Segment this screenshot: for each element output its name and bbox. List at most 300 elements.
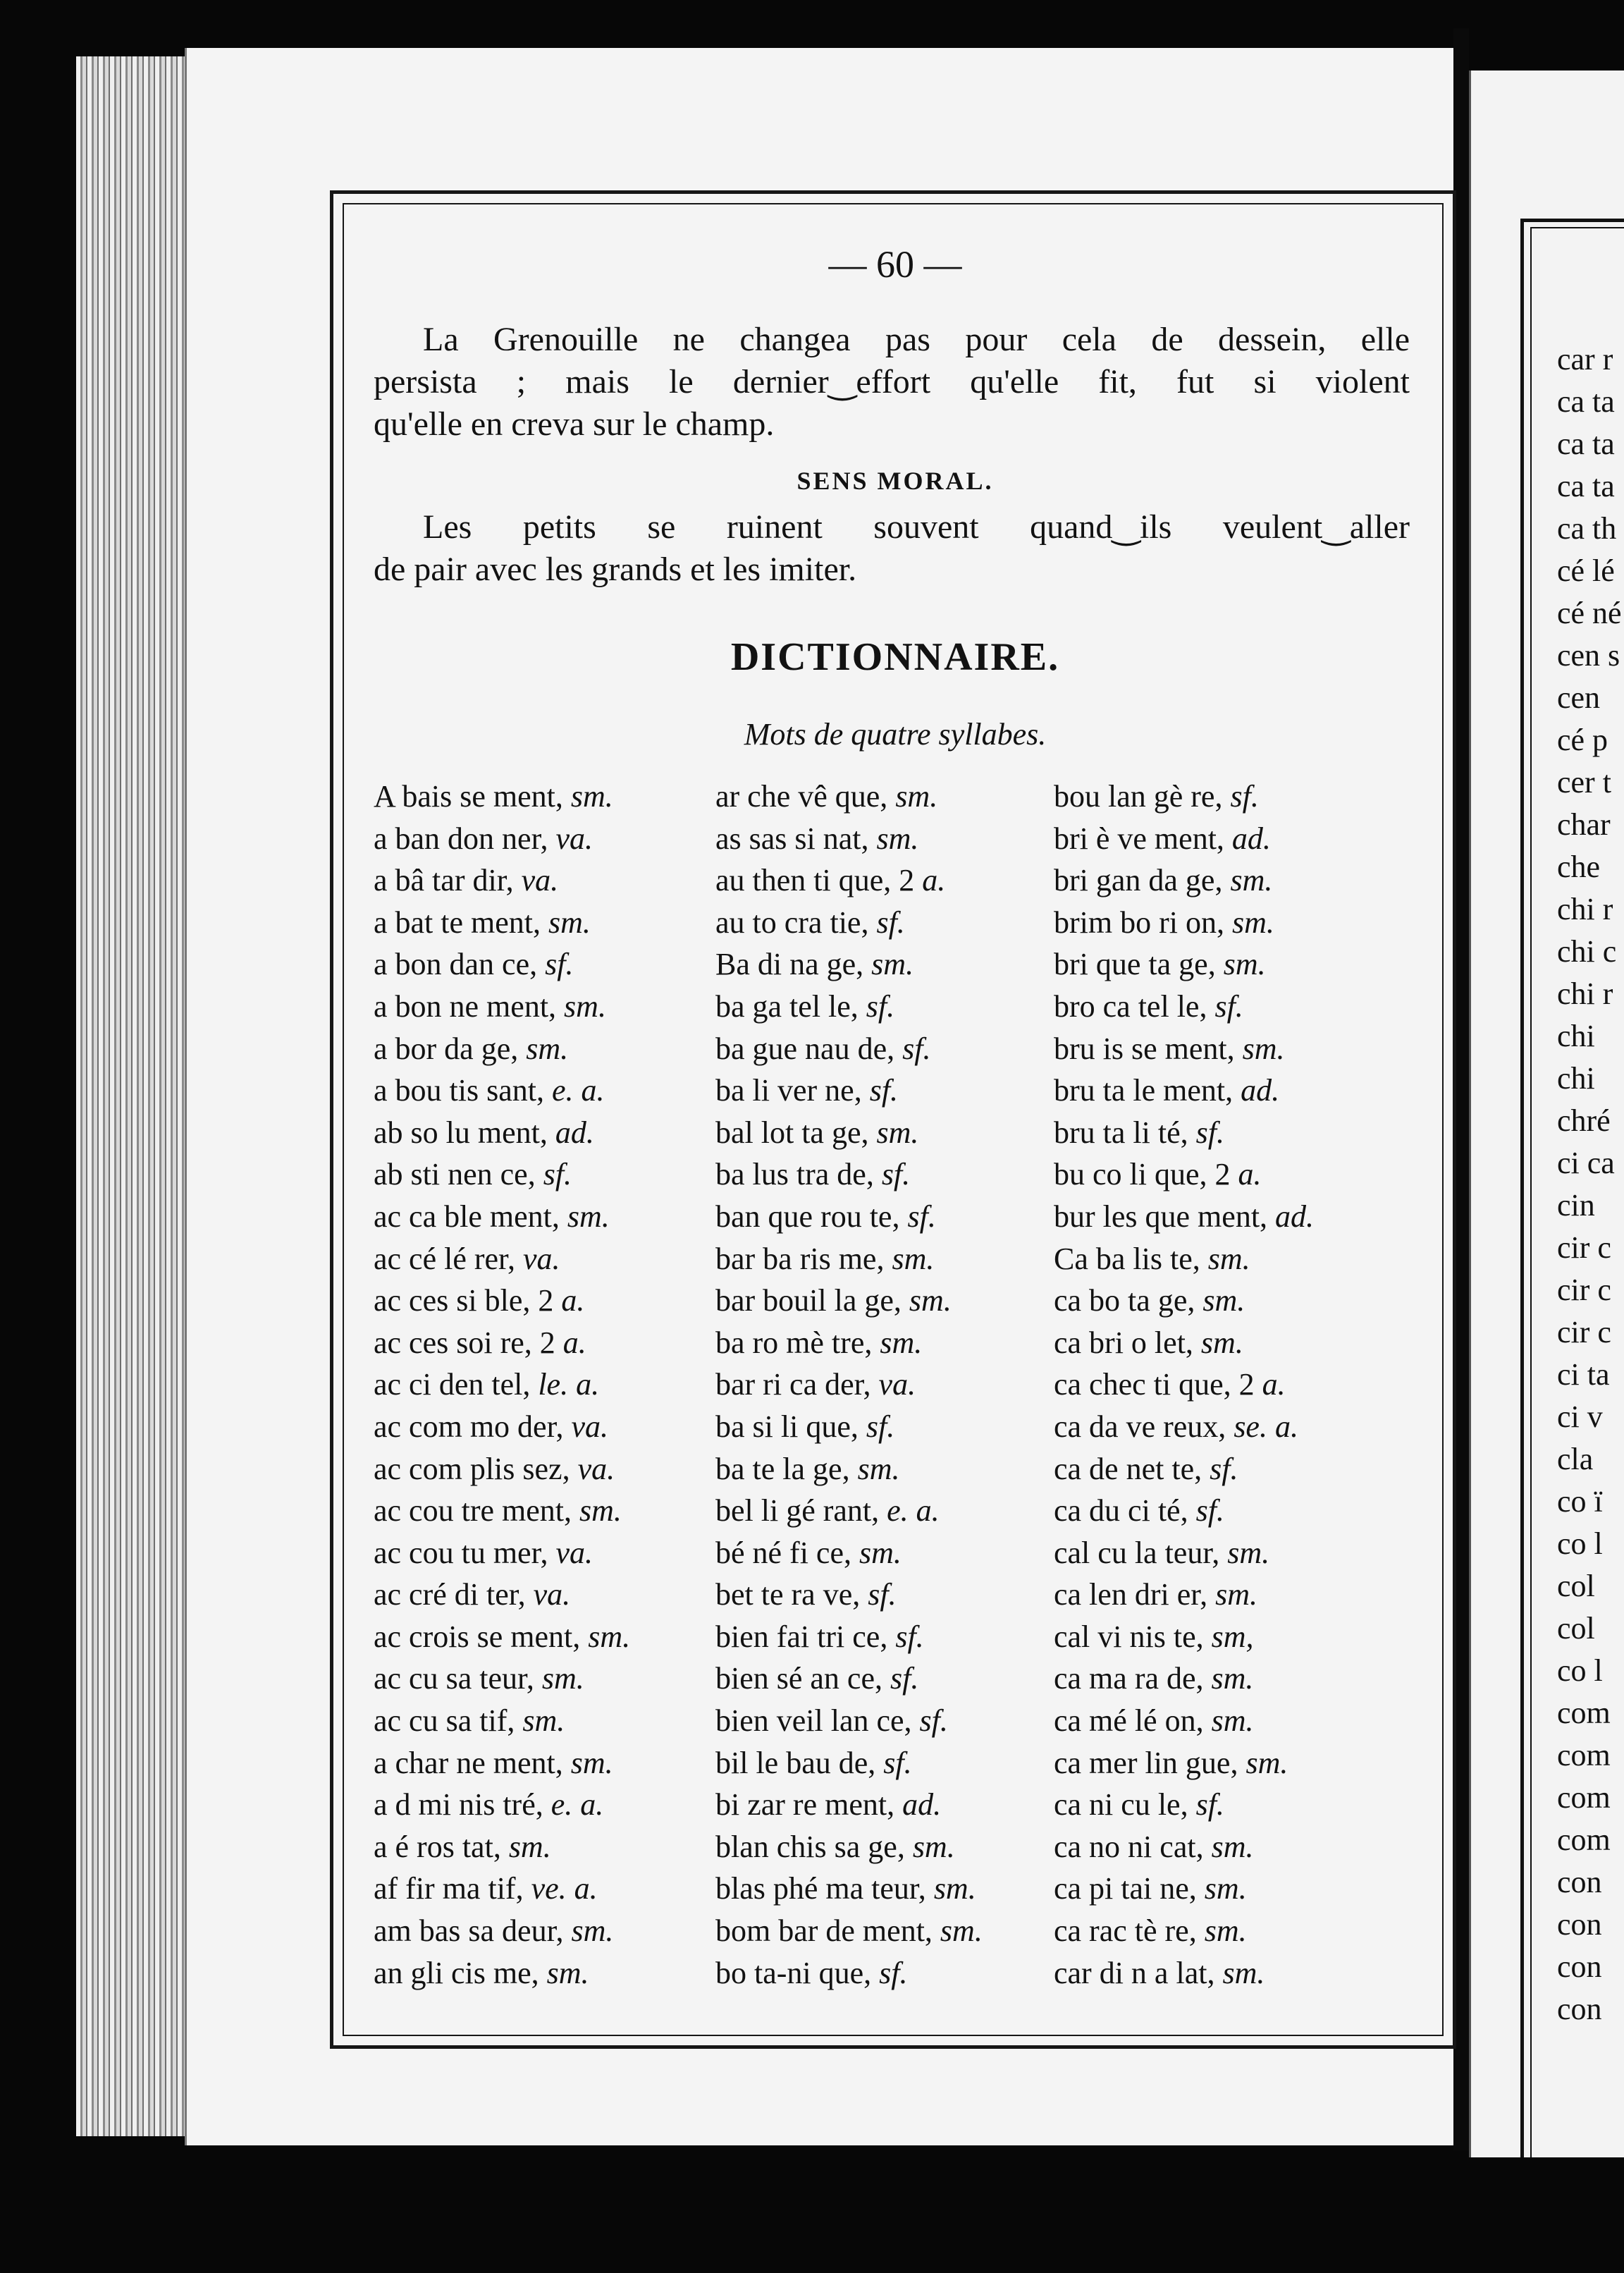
right-page-fragment: cir c — [1557, 1273, 1611, 1307]
entry-grammar: sm. — [1211, 1829, 1254, 1864]
entry-word: brim bo ri on, — [1054, 905, 1224, 940]
dictionary-entry — [374, 1322, 712, 1364]
entry-word: ac crois se ment, — [374, 1619, 581, 1654]
dictionary-entry — [715, 1028, 1054, 1070]
entry-word: a bat te ment, — [374, 905, 541, 940]
entry-grammar: sm. — [912, 1829, 955, 1864]
dictionary-entry — [715, 1153, 1054, 1196]
right-page-fragment: ci v — [1557, 1399, 1603, 1434]
dictionary-entry — [715, 1826, 1054, 1868]
entry-grammar: sm. — [1222, 1955, 1265, 1990]
right-page-column — [1557, 338, 1624, 2030]
dictionary-entry — [374, 1658, 712, 1700]
entry-grammar: le. a. — [538, 1367, 600, 1402]
dictionary-entry — [374, 986, 712, 1028]
entry-word: ca ni cu le, — [1054, 1787, 1188, 1822]
dictionary-entry — [1054, 1574, 1392, 1616]
entry-grammar: sm. — [526, 1031, 569, 1066]
entry-grammar: sm. — [895, 779, 938, 814]
right-page-fragment: con — [1557, 1992, 1602, 2026]
dictionary-entry — [715, 1322, 1054, 1364]
entry-word: Ca ba lis te, — [1054, 1241, 1200, 1276]
dictionary-entry — [1054, 1153, 1392, 1196]
entry-word: a bou tis sant, — [374, 1073, 544, 1108]
section-title: DICTIONNAIRE. — [730, 635, 1060, 679]
entry-word: bur les que ment, — [1054, 1199, 1268, 1234]
moral-line: de pair avec les grands et les imiter. — [374, 551, 857, 588]
dictionary-entry — [374, 1700, 712, 1742]
entry-word: a ban don ner, — [374, 821, 548, 856]
entry-word: bru is se ment, — [1054, 1031, 1235, 1066]
dictionary-entry — [1054, 902, 1392, 944]
fable-ending-paragraph — [374, 319, 1410, 446]
entry-word: ac cré di ter, — [374, 1577, 526, 1612]
dictionary-entry — [374, 1070, 712, 1112]
dictionary-entry — [715, 1910, 1054, 1952]
entry-grammar: sf. — [881, 1157, 911, 1192]
entry-grammar: sm. — [1211, 1661, 1254, 1696]
dictionary-entry — [374, 1616, 712, 1658]
entry-grammar: sm. — [1245, 1745, 1288, 1780]
right-page-fragment: col — [1557, 1611, 1595, 1646]
dictionary-entry — [1054, 1700, 1392, 1742]
entry-grammar: sm. — [1204, 1871, 1247, 1906]
entry-word: ca mé lé on, — [1054, 1703, 1204, 1739]
right-page-fragment: cé lé — [1557, 553, 1615, 588]
entry-grammar: a. — [561, 1283, 585, 1318]
moral-paragraph — [374, 506, 1410, 591]
entry-grammar: sm. — [588, 1619, 631, 1654]
entry-grammar: sf. — [545, 947, 574, 982]
entry-word: ac ci den tel, — [374, 1367, 531, 1402]
entry-word: as sas si nat, — [715, 821, 869, 856]
dictionary-entry — [1054, 943, 1392, 986]
dictionary-entry — [715, 902, 1054, 944]
dictionary-entry — [1054, 1070, 1392, 1112]
entry-word: ca ma ra de, — [1054, 1661, 1204, 1696]
dictionary-entry — [374, 1280, 712, 1322]
entry-word: a char ne ment, — [374, 1745, 563, 1780]
dictionary-entry — [715, 1490, 1054, 1532]
dictionary-entry — [1054, 1658, 1392, 1700]
entry-grammar: va. — [533, 1577, 571, 1612]
entry-word: bien veil lan ce, — [715, 1703, 912, 1739]
entry-grammar: sm. — [1227, 1535, 1270, 1570]
entry-word: au to cra tie, — [715, 905, 869, 940]
entry-word: ca de net te, — [1054, 1451, 1202, 1486]
entry-grammar: ad. — [1275, 1199, 1315, 1234]
right-page-fragment: che — [1557, 850, 1601, 884]
entry-grammar: sf. — [1230, 779, 1259, 814]
dictionary-entry — [715, 1616, 1054, 1658]
entry-grammar: sm. — [570, 779, 613, 814]
dictionary-entry — [374, 902, 712, 944]
right-page-fragment: col — [1557, 1569, 1595, 1603]
dictionary-entry — [715, 1700, 1054, 1742]
entry-word: ac cou tu mer, — [374, 1535, 548, 1570]
entry-grammar: sm. — [508, 1829, 551, 1864]
entry-word: bien fai tri ce, — [715, 1619, 888, 1654]
entry-word: cal cu la teur, — [1054, 1535, 1220, 1570]
entry-word: ac cé lé rer, — [374, 1241, 515, 1276]
dictionary-entry — [374, 1868, 712, 1910]
dictionary-entry — [1054, 1952, 1392, 1995]
entry-word: bru ta li té, — [1054, 1115, 1188, 1150]
entry-word: cal vi nis te, — [1054, 1619, 1204, 1654]
entry-grammar: sf. — [876, 905, 905, 940]
moral-line: Les petits se ruinent souvent quand‿ils veulent‿aller — [423, 508, 1410, 546]
entry-word: a é ros tat, — [374, 1829, 501, 1864]
entry-grammar: va. — [571, 1409, 608, 1444]
entry-grammar: sf. — [879, 1955, 908, 1990]
right-page-fragment: ca th — [1557, 511, 1617, 546]
dictionary-entry — [374, 1196, 712, 1238]
right-page-fragment: cla — [1557, 1442, 1594, 1476]
entry-grammar: sf. — [890, 1661, 919, 1696]
dictionary-entry — [374, 1364, 712, 1406]
dictionary-entry — [715, 986, 1054, 1028]
dictionary-entry — [374, 1448, 712, 1490]
entry-grammar: sf. — [1195, 1493, 1224, 1528]
right-page-fragment: chi c — [1557, 934, 1617, 969]
dictionary-entry — [715, 1532, 1054, 1574]
dictionary-entry — [715, 1406, 1054, 1448]
dictionary-entry — [374, 1238, 712, 1280]
entry-grammar: sm. — [892, 1241, 935, 1276]
entry-grammar: sf. — [907, 1199, 936, 1234]
entry-grammar: sm. — [857, 1451, 900, 1486]
entry-grammar: sm. — [567, 1199, 610, 1234]
entry-word: bom bar de ment, — [715, 1913, 933, 1949]
entry-word: ac cou tre ment, — [374, 1493, 572, 1528]
entry-grammar: sm. — [909, 1283, 952, 1318]
dictionary-entry — [715, 1574, 1054, 1616]
dictionary-entry — [715, 1784, 1054, 1826]
entry-grammar: sm. — [570, 1745, 613, 1780]
entry-grammar: sm. — [1202, 1283, 1245, 1318]
dictionary-entry — [715, 1238, 1054, 1280]
entry-word: ca bri o let, — [1054, 1325, 1193, 1360]
entry-grammar: sm. — [871, 947, 914, 982]
dictionary-entry — [715, 1742, 1054, 1784]
dictionary-entry — [715, 1364, 1054, 1406]
entry-word: ba li ver ne, — [715, 1073, 862, 1108]
entry-word: A bais se ment, — [374, 779, 563, 814]
entry-word: Ba di na ge, — [715, 947, 864, 982]
right-page-fragment: cen s — [1557, 638, 1620, 673]
entry-word: ca du ci té, — [1054, 1493, 1188, 1528]
entry-grammar: sm. — [541, 1661, 584, 1696]
right-page-fragment: cen — [1557, 680, 1601, 715]
entry-word: a bâ tar dir, — [374, 863, 514, 898]
right-page-fragment: com — [1557, 1822, 1611, 1857]
entry-word: bo ta-ni que, — [715, 1955, 872, 1990]
entry-word: ca len dri er, — [1054, 1577, 1208, 1612]
entry-word: bru ta le ment, — [1054, 1073, 1234, 1108]
entry-word: ca mer lin gue, — [1054, 1745, 1238, 1780]
entry-word: bar ri ca der, — [715, 1367, 871, 1402]
subsection-title: Mots de quatre syllabes. — [744, 717, 1047, 752]
entry-word: bi zar re ment, — [715, 1787, 895, 1822]
entry-word: bar bouil la ge, — [715, 1283, 902, 1318]
entry-word: blas phé ma teur, — [715, 1871, 926, 1906]
entry-word: bel li gé rant, — [715, 1493, 880, 1528]
dictionary-entry — [1054, 1196, 1392, 1238]
entry-grammar: va. — [555, 821, 593, 856]
paragraph-line: qu'elle en creva sur le champ. — [374, 405, 775, 443]
entry-word: ba ga tel le, — [715, 988, 859, 1024]
entry-grammar: sm. — [876, 821, 919, 856]
entry-grammar: sf. — [919, 1703, 948, 1739]
entry-grammar: sf. — [1195, 1115, 1224, 1150]
dictionary-entry — [374, 1153, 712, 1196]
entry-word: bro ca tel le, — [1054, 988, 1207, 1024]
entry-word: ba si li que, — [715, 1409, 859, 1444]
dictionary-entry — [715, 1952, 1054, 1995]
entry-word: a bon dan ce, — [374, 947, 538, 982]
entry-grammar: sm. — [571, 1913, 614, 1949]
entry-word: ba te la ge, — [715, 1451, 850, 1486]
dictionary-entry — [715, 1070, 1054, 1112]
right-page-fragment: ci ca — [1557, 1146, 1615, 1180]
entry-word: bil le bau de, — [715, 1745, 876, 1780]
right-page-fragment: co l — [1557, 1653, 1603, 1688]
entry-grammar: va. — [878, 1367, 916, 1402]
right-page-fragment: cer t — [1557, 765, 1611, 799]
entry-grammar: sm. — [579, 1493, 622, 1528]
entry-word: ba gue nau de, — [715, 1031, 895, 1066]
entry-grammar: ad. — [555, 1115, 594, 1150]
entry-grammar: sm. — [1207, 1241, 1250, 1276]
dictionary-entry — [1054, 859, 1392, 902]
right-page-fragment: chi — [1557, 1061, 1595, 1096]
entry-grammar: a. — [1238, 1157, 1262, 1192]
right-page-fragment: ci ta — [1557, 1357, 1610, 1392]
dictionary-entry — [1054, 1028, 1392, 1070]
right-page-fragment: chi r — [1557, 976, 1613, 1011]
entry-word: ac cu sa teur, — [374, 1661, 534, 1696]
entry-grammar: sf. — [543, 1157, 572, 1192]
entry-word: a bor da ge, — [374, 1031, 519, 1066]
dictionary-entry — [374, 1784, 712, 1826]
dictionary-entry — [715, 1658, 1054, 1700]
entry-grammar: sf. — [1195, 1787, 1224, 1822]
entry-word: bar ba ris me, — [715, 1241, 885, 1276]
dictionary-entry — [715, 1196, 1054, 1238]
entry-grammar: sm. — [1211, 1703, 1254, 1739]
right-page-fragment: com — [1557, 1696, 1611, 1730]
entry-grammar: sf. — [1210, 1451, 1238, 1486]
right-page-fragment: con — [1557, 1949, 1602, 1984]
right-page-fragment: cé né — [1557, 596, 1622, 630]
entry-word: ac com mo der, — [374, 1409, 564, 1444]
entry-word: ca rac tè re, — [1054, 1913, 1197, 1949]
right-page-fragment: com — [1557, 1780, 1611, 1815]
entry-grammar: sm. — [880, 1325, 923, 1360]
dictionary-entry — [1054, 1112, 1392, 1154]
entry-grammar: a. — [562, 1325, 586, 1360]
entry-grammar: sf. — [868, 1577, 897, 1612]
entry-word: bri gan da ge, — [1054, 863, 1223, 898]
dictionary-entry — [1054, 1910, 1392, 1952]
entry-word: ca da ve reux, — [1054, 1409, 1226, 1444]
dictionary-entry — [374, 859, 712, 902]
entry-word: a d mi nis tré, — [374, 1787, 543, 1822]
right-page-fragment: cir c — [1557, 1230, 1611, 1265]
dictionary-entry — [715, 943, 1054, 986]
page-number: — 60 — — [828, 243, 962, 286]
dictionary-entry — [1054, 1364, 1392, 1406]
entry-grammar: va. — [577, 1451, 615, 1486]
entry-word: bé né fi ce, — [715, 1535, 851, 1570]
entry-word: am bas sa deur, — [374, 1913, 564, 1949]
entry-word: ac ca ble ment, — [374, 1199, 560, 1234]
dictionary-entry — [715, 1112, 1054, 1154]
dictionary-entry — [1054, 776, 1392, 818]
right-page-fragment: chi — [1557, 1019, 1595, 1053]
dictionary-entry — [1054, 1868, 1392, 1910]
paragraph-line: La Grenouille ne changea pas pour cela de dessein, elle — [423, 321, 1410, 358]
dictionary-entry — [1054, 1280, 1392, 1322]
entry-grammar: sf. — [895, 1619, 924, 1654]
entry-word: bri que ta ge, — [1054, 947, 1216, 982]
dictionary-entry — [715, 1868, 1054, 1910]
entry-grammar: va. — [522, 1241, 560, 1276]
entry-grammar: sm. — [876, 1115, 919, 1150]
dictionary-entry — [715, 1280, 1054, 1322]
entry-grammar: sm. — [1242, 1031, 1285, 1066]
dictionary-entry — [1054, 1742, 1392, 1784]
entry-grammar: sf. — [866, 988, 895, 1024]
entry-grammar: sm. — [546, 1955, 589, 1990]
dictionary-entry — [1054, 818, 1392, 860]
dictionary-entry — [374, 1574, 712, 1616]
dictionary-entry — [374, 818, 712, 860]
entry-word: bien sé an ce, — [715, 1661, 882, 1696]
entry-grammar: ad. — [1231, 821, 1271, 856]
entry-grammar: sm. — [1200, 1325, 1243, 1360]
entry-grammar: sm. — [1230, 863, 1273, 898]
entry-grammar: e. a. — [550, 1787, 604, 1822]
entry-word: bet te ra ve, — [715, 1577, 861, 1612]
entry-word: ca chec ti que, 2 — [1054, 1367, 1255, 1402]
entry-word: an gli cis me, — [374, 1955, 539, 1990]
entry-word: ba ro mè tre, — [715, 1325, 873, 1360]
dictionary-entry — [1054, 1490, 1392, 1532]
entry-grammar: sm. — [1215, 1577, 1258, 1612]
entry-word: ban que rou te, — [715, 1199, 900, 1234]
right-page-fragment: con — [1557, 1907, 1602, 1942]
entry-grammar: va. — [521, 863, 559, 898]
entry-grammar: sm. — [1204, 1913, 1247, 1949]
entry-grammar: ad. — [902, 1787, 942, 1822]
entry-grammar: ve. a. — [531, 1871, 598, 1906]
entry-grammar: sm. — [564, 988, 606, 1024]
dictionary-entry — [715, 818, 1054, 860]
entry-grammar: sm. — [548, 905, 591, 940]
dictionary-entry — [374, 1910, 712, 1952]
entry-word: car di n a lat, — [1054, 1955, 1215, 1990]
entry-word: ca pi tai ne, — [1054, 1871, 1197, 1906]
entry-grammar: sm, — [1211, 1619, 1254, 1654]
entry-word: ac ces soi re, 2 — [374, 1325, 555, 1360]
entry-grammar: sm. — [1223, 947, 1266, 982]
entry-grammar: sf. — [1214, 988, 1243, 1024]
right-page-fragment: con — [1557, 1865, 1602, 1899]
dictionary-entry — [374, 1826, 712, 1868]
right-page-fragment: chi r — [1557, 892, 1613, 926]
right-page-fragment: com — [1557, 1738, 1611, 1772]
right-page-fragment: ca ta — [1557, 469, 1615, 503]
dictionary-column-2 — [715, 776, 1054, 1994]
entry-word: blan chis sa ge, — [715, 1829, 905, 1864]
entry-grammar: se. a. — [1234, 1409, 1298, 1444]
entry-word: bou lan gè re, — [1054, 779, 1223, 814]
dictionary-entry — [374, 1532, 712, 1574]
entry-grammar: e. a. — [887, 1493, 940, 1528]
right-page-fragment: cé p — [1557, 723, 1608, 757]
dictionary-entry — [715, 859, 1054, 902]
right-page-fragment: co l — [1557, 1526, 1603, 1561]
dictionary-entry — [374, 776, 712, 818]
dictionary-entry — [1054, 1448, 1392, 1490]
right-page-fragment: ca ta — [1557, 427, 1615, 461]
right-page-fragment: car r — [1557, 342, 1613, 376]
dictionary-entry — [715, 1448, 1054, 1490]
entry-word: ca no ni cat, — [1054, 1829, 1204, 1864]
dictionary-entry — [374, 1952, 712, 1995]
dictionary-column-3 — [1054, 776, 1392, 1994]
entry-grammar: va. — [555, 1535, 593, 1570]
entry-grammar: sm. — [859, 1535, 902, 1570]
dictionary-entry — [1054, 1784, 1392, 1826]
entry-word: ab sti nen ce, — [374, 1157, 536, 1192]
entry-word: ac cu sa tif, — [374, 1703, 515, 1739]
entry-word: ab so lu ment, — [374, 1115, 548, 1150]
entry-word: bal lot ta ge, — [715, 1115, 869, 1150]
dictionary-entry — [374, 1742, 712, 1784]
entry-grammar: ad. — [1241, 1073, 1280, 1108]
dictionary-entry — [374, 1112, 712, 1154]
entry-word: af fir ma tif, — [374, 1871, 524, 1906]
dictionary-entry — [374, 1028, 712, 1070]
right-page — [1469, 71, 1624, 2157]
entry-grammar: sm. — [940, 1913, 983, 1949]
entry-word: a bon ne ment, — [374, 988, 557, 1024]
dictionary-entry — [715, 776, 1054, 818]
right-page-fragment: char — [1557, 807, 1611, 842]
entry-word: bri è ve ment, — [1054, 821, 1224, 856]
dictionary-entry — [1054, 1406, 1392, 1448]
entry-grammar: sm. — [933, 1871, 976, 1906]
moral-heading: SENS MORAL. — [796, 467, 994, 495]
entry-word: ac com plis sez, — [374, 1451, 570, 1486]
paragraph-line: persista ; mais le dernier‿effort qu'elle fit, fut si violent — [374, 363, 1410, 400]
right-page-fragment: chré — [1557, 1103, 1611, 1138]
dictionary-entry — [1054, 1532, 1392, 1574]
entry-grammar: sf. — [866, 1409, 895, 1444]
right-page-fragment: co ï — [1557, 1484, 1603, 1519]
dictionary-column-1 — [374, 776, 712, 1994]
entry-word: au then ti que, 2 — [715, 863, 915, 898]
dictionary-entry — [374, 943, 712, 986]
dictionary-entry — [1054, 1238, 1392, 1280]
entry-word: ca bo ta ge, — [1054, 1283, 1195, 1318]
entry-word: bu co li que, 2 — [1054, 1157, 1231, 1192]
right-page-fragment: ca ta — [1557, 384, 1615, 419]
dictionary-entry — [374, 1490, 712, 1532]
entry-word: ba lus tra de, — [715, 1157, 874, 1192]
